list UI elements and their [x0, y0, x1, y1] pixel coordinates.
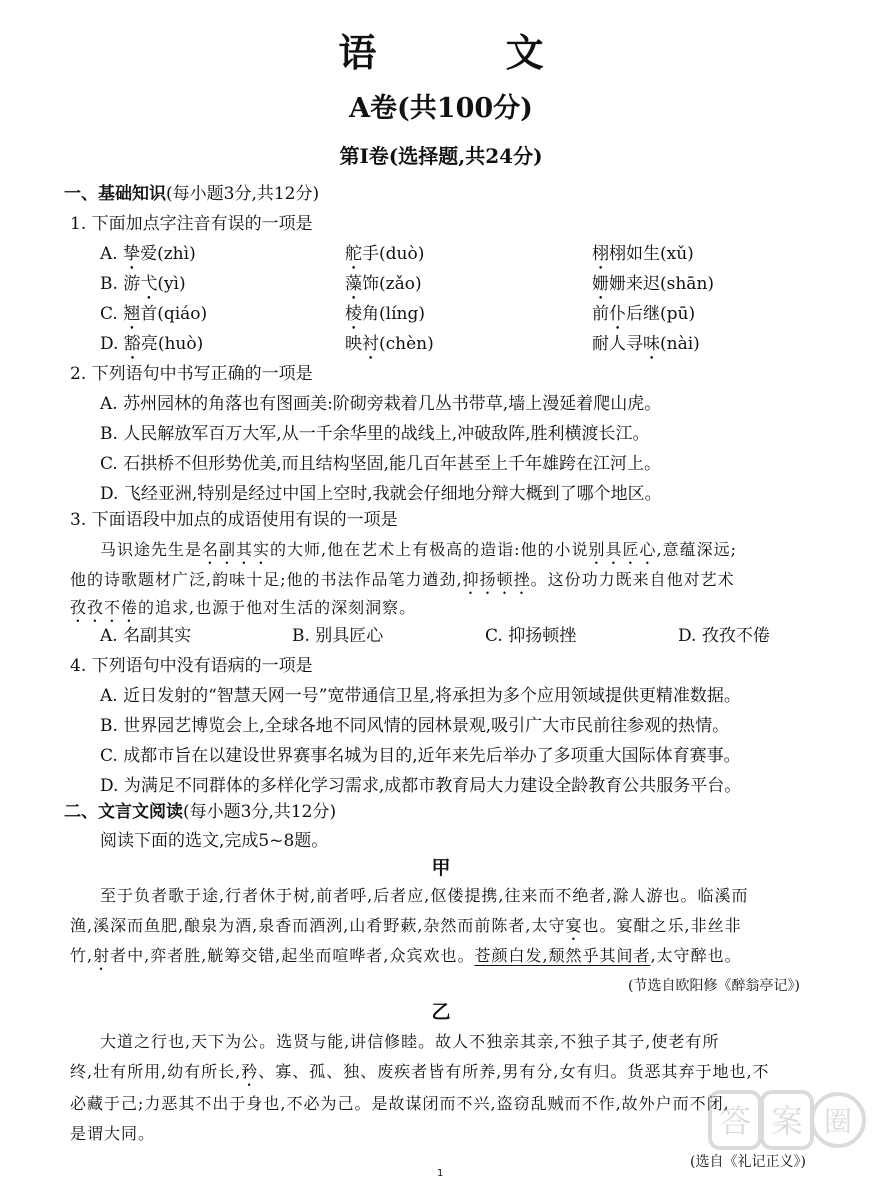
- passage-jia-label: 甲: [431, 857, 451, 879]
- section2-heading: [64, 800, 336, 824]
- q1-option-b3: 姗姗来迟(shān): [592, 274, 715, 294]
- q3-stem: 3. 下面语段中加点的成语使用有误的一项是: [70, 510, 398, 530]
- page-number: 1: [437, 1168, 444, 1179]
- q3-option-d: D. 孜孜不倦: [678, 626, 770, 646]
- q2-option-a: A. 苏州园林的角落也有图画美:阶砌旁栽着几丛书带草,墙上漫延着爬山虎。: [100, 394, 662, 414]
- q1-option-b1: B. 游弋(yì): [100, 274, 186, 294]
- q1-option-d3: 耐人寻味(nài): [592, 334, 700, 354]
- q3-option-a: A. 名副其实: [100, 626, 192, 646]
- q1-option-c3: 前仆后继(pū): [592, 304, 696, 324]
- q4-option-d: D. 为满足不同群体的多样化学习需求,成都市教育局大力建设全龄教育公共服务平台。: [100, 776, 742, 796]
- section2-intro: 阅读下面的选文,完成5~8题。: [100, 831, 329, 851]
- q1-option-c2: 棱角(líng): [345, 304, 425, 324]
- q1-option-a3: 栩栩如生(xǔ): [592, 244, 694, 264]
- yi-line-2: 终,壮有所用,幼有所长,矜、寡、孤、独、废疾者皆有所养,男有分,女有归。货恶其弃于地也,不: [70, 1062, 770, 1081]
- q2-option-b: B. 人民解放军百万大军,从一千余华里的战线上,冲破敌阵,胜利横渡长江。: [100, 424, 650, 444]
- q1-option-b2: 藻饰(zǎo): [345, 274, 422, 294]
- svg-text:案: 案: [770, 1102, 804, 1140]
- q2-option-c: C. 石拱桥不但形势优美,而且结构坚固,能几百年甚至上千年雄跨在江河上。: [100, 454, 662, 474]
- jia-line-2: 渔,溪深而鱼肥,酿泉为酒,泉香而酒洌,山肴野蔌,杂然而前陈者,太守宴也。宴酣之乐,非丝非: [70, 916, 742, 935]
- q1-option-d1: D. 豁亮(huò): [100, 334, 204, 354]
- q1-option-d2: 映衬(chèn): [345, 334, 434, 354]
- yi-line-3: 必藏于己;力恶其不出于身也,不必为己。是故谋闭而不兴,盗窃乱贼而不作,故外户而不闭,: [70, 1094, 730, 1113]
- q4-option-c: C. 成都市旨在以建设世界赛事名城为目的,近年来先后举办了多项重大国际体育赛事。: [100, 746, 741, 766]
- passage-yi-label: 乙: [431, 1001, 451, 1023]
- q3-passage-line-3: 孜孜不倦的追求,也源于他对生活的深刻洞察。: [70, 598, 417, 617]
- jia-line-3: 竹,射者中,弈者胜,觥筹交错,起坐而喧哗者,众宾欢也。苍颜白发,颓然乎其间者,太守醉也。: [70, 946, 742, 965]
- q1-option-c1: C. 翘首(qiáo): [100, 304, 208, 324]
- section2-heading-text: 二、文言文阅读: [64, 802, 183, 822]
- jia-source: (节选自欧阳修《醉翁亭记》): [628, 978, 800, 994]
- q4-option-b: B. 世界园艺博览会上,全球各地不同风情的园林景观,吸引广大市民前往参观的热情。: [100, 716, 730, 736]
- q1-stem: 1. 下面加点字注音有误的一项是: [70, 214, 313, 234]
- q3-passage-line-1: 马识途先生是名副其实的大师,他在艺术上有极高的造诣:他的小说别具匠心,意蕴深远;: [100, 540, 738, 559]
- yi-line-4: 是谓大同。: [70, 1124, 156, 1143]
- jia-line-1: 至于负者歌于途,行者休于树,前者呼,后者应,伛偻提携,往来而不绝者,滁人游也。临溪而: [100, 886, 749, 905]
- svg-text:答: 答: [718, 1102, 752, 1140]
- watermark-logo: [706, 1082, 866, 1162]
- q1-option-a2: 舵手(duò): [345, 244, 425, 264]
- q3-option-b: B. 别具匠心: [292, 626, 384, 646]
- page-title: 语 文: [338, 30, 602, 75]
- section1-note: (每小题3分,共12分): [166, 184, 320, 204]
- q1-option-a1: A. 挚爱(zhì): [100, 244, 196, 264]
- yi-source: (选自《礼记正义》): [690, 1154, 806, 1170]
- q2-stem: 2. 下列语句中书写正确的一项是: [70, 364, 313, 384]
- q2-option-d: D. 飞经亚洲,特别是经过中国上空时,我就会仔细地分辩大概到了哪个地区。: [100, 484, 662, 504]
- yi-line-1: 大道之行也,天下为公。选贤与能,讲信修睦。故人不独亲其亲,不独子其子,使老有所: [100, 1032, 720, 1051]
- part-title: 第Ⅰ卷(选择题,共24分): [339, 144, 543, 168]
- q3-option-c: C. 抑扬顿挫: [485, 626, 577, 646]
- section1-heading-text: 一、基础知识: [64, 184, 166, 204]
- paper-subtitle: A卷(共100分): [349, 93, 533, 124]
- q3-passage-line-2: 他的诗歌题材广泛,韵味十足;他的书法作品笔力遒劲,抑扬顿挫。这份功力既来自他对艺术: [70, 570, 735, 589]
- q4-option-a: A. 近日发射的“智慧天网一号”宽带通信卫星,将承担为多个应用领域提供更精准数据。: [100, 686, 741, 706]
- section1-heading: [64, 182, 319, 206]
- svg-text:圈: 圈: [823, 1105, 853, 1138]
- section2-note: (每小题3分,共12分): [183, 802, 337, 822]
- q4-stem: 4. 下列语句中没有语病的一项是: [70, 656, 313, 676]
